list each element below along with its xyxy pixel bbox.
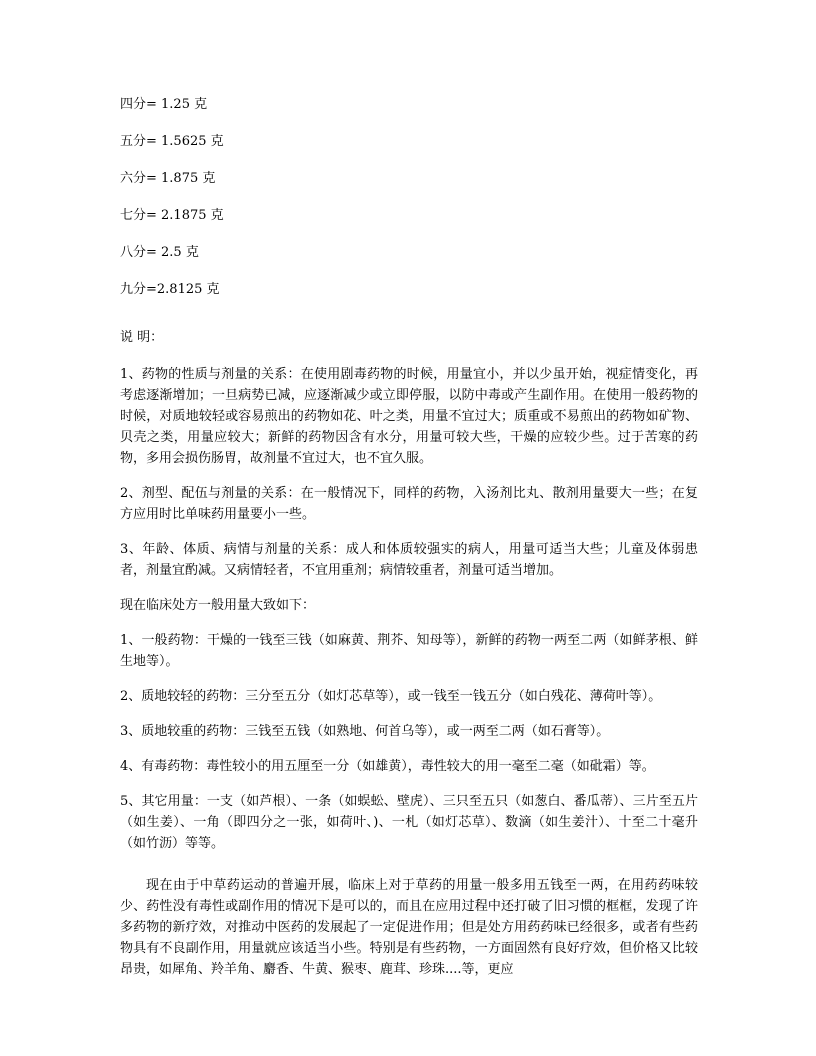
unit-line-qi-fen: 七分= 2.1875 克 [120, 208, 224, 223]
dosage-section [120, 595, 698, 854]
unit-line-ba-fen: 八分= 2.5 克 [120, 245, 199, 260]
note-item-1: 1、药物的性质与剂量的关系：在使用剧毒药物的时候，用量宜小，并以少虽开始，视症情变化，再考虑逐渐增加；一旦病势已减，应逐渐减少或立即停服，以防中毒或产生副作用。在使用一般药物的时候，对质地较轻或容易煎出的药物如花、叶之类，用量不宜过大；质重或不易煎出的药物如矿物、贝壳之类，用量应较大；新鲜的药物因含有水分，用量可较大些，干燥的应较少些。过于苦寒的药物，多用会损伤肠胃，故剂量不宜过大，也不宜久服。 [120, 367, 698, 466]
dosage-intro: 现在临床处方一般用量大致如下： [120, 598, 316, 613]
note-item-2: 2、剂型、配伍与剂量的关系：在一般情况下，同样的药物，入汤剂比丸、散剂用量要大一些；在复方应用时比单味药用量要小一些。 [120, 486, 698, 522]
dosage-item-4: 4、有毒药物：毒性较小的用五厘至一分（如雄黄），毒性较大的用一毫至二毫（如砒霜）等。 [120, 759, 655, 774]
dosage-item-1: 1、一般药物：干燥的一钱至三钱（如麻黄、荆芥、知母等），新鲜的药物一两至二两（如鲜茅根、鲜生地等）。 [120, 633, 698, 669]
unit-line-jiu-fen: 九分=2.8125 克 [120, 282, 220, 297]
unit-conversion-list [120, 94, 698, 300]
dosage-item-5: 5、其它用量：一支（如芦根）、一条（如蜈蚣、壁虎）、三只至五只（如葱白、番瓜蒂）、三片至五片（如生姜）、一角（即四分之一张，如荷叶、)、一札（如灯芯草）、数滴（如生姜汁）、十至二十毫升（如竹沥）等等。 [120, 794, 698, 851]
notes-heading: 说 明： [120, 330, 164, 345]
unit-line-liu-fen: 六分= 1.875 克 [120, 171, 216, 186]
unit-line-si-fen: 四分= 1.25 克 [120, 97, 208, 112]
unit-line-wu-fen: 五分= 1.5625 克 [120, 134, 224, 149]
notes-section [120, 327, 698, 581]
note-item-3: 3、年龄、体质、病情与剂量的关系：成人和体质较强实的病人，用量可适当大些；儿童及体弱患者，剂量宜酌减。又病情轻者，不宜用重剂；病情较重者，剂量可适当增加。 [120, 542, 698, 578]
dosage-item-3: 3、质地较重的药物：三钱至五钱（如熟地、何首乌等），或一两至二两（如石膏等）。 [120, 724, 610, 739]
document-page [120, 94, 698, 994]
dosage-item-2: 2、质地较轻的药物：三分至五分（如灯芯草等），或一钱至一钱五分（如白残花、薄荷叶等）。 [120, 689, 662, 704]
closing-paragraph: 现在由于中草药运动的普遍开展，临床上对于草药的用量一般多用五钱至一两，在用药药味较少、药性没有毒性或副作用的情况下是可以的，而且在应用过程中还打破了旧习惯的框框，发现了许多药物的新疗效，对推动中医药的发展起了一定促进作用；但是处方用药药味已经很多，或者有些药物具有不良副作用，用量就应该适当小些。特别是有些药物，一方面固然有良好疗效，但价格又比较昂贵，如犀角、羚羊角、麝香、牛黄、猴枣、鹿茸、珍珠....等，更应 [120, 878, 698, 977]
